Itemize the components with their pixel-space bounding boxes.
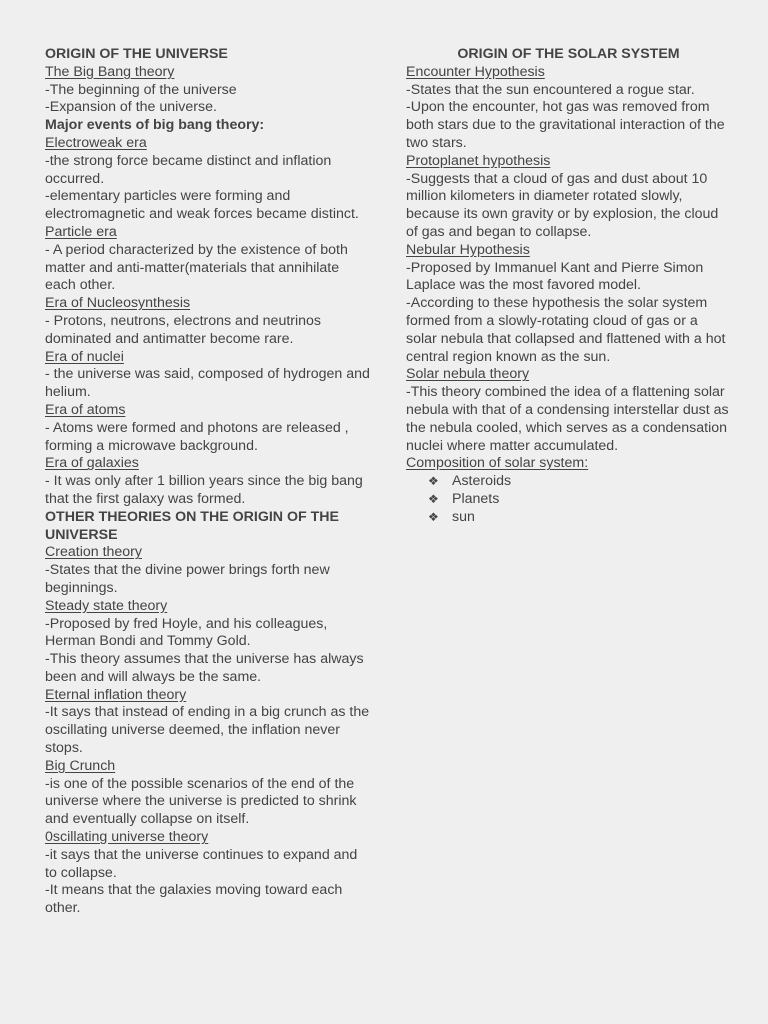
diamond-bullet-icon: ❖ bbox=[428, 491, 439, 506]
theory-heading: 0scillating universe theory bbox=[45, 829, 209, 846]
paragraph: -the strong force became distinct and inflation occurred. bbox=[45, 152, 332, 187]
paragraph: -Expansion of the universe. bbox=[45, 99, 217, 116]
paragraph: -States that the sun encountered a rogue star. bbox=[406, 81, 695, 98]
paragraph: -Upon the encounter, hot gas was removed from both stars due to the gravitational interaction of the two stars. bbox=[406, 99, 725, 151]
theory-heading: Big Crunch bbox=[45, 757, 116, 774]
section-heading: Protoplanet hypothesis bbox=[406, 152, 551, 169]
other-theories-heading: OTHER THEORIES ON THE ORIGIN OF THE UNIVERSE bbox=[45, 508, 340, 543]
era-heading: Era of galaxies bbox=[45, 455, 139, 472]
paragraph: -It says that instead of ending in a big crunch as the oscillating universe deemed, the inflation never stops. bbox=[45, 704, 370, 757]
universe-title: ORIGIN OF THE UNIVERSE bbox=[45, 46, 228, 62]
solar-system-title: ORIGIN OF THE SOLAR SYSTEM bbox=[457, 46, 680, 62]
list-item-label: sun bbox=[452, 508, 475, 525]
era-heading: Particle era bbox=[45, 223, 117, 240]
paragraph: - It was only after 1 billion years since the big bang that the first galaxy was formed. bbox=[45, 473, 363, 507]
paragraph: -elementary particles were forming and electromagnetic and weak forces became distinct. bbox=[45, 188, 359, 223]
section-heading: Nebular Hypothesis bbox=[406, 241, 530, 258]
list-item-label: Planets bbox=[452, 490, 500, 507]
paragraph: -it says that the universe continues to expand and to collapse. bbox=[45, 846, 358, 881]
paragraph: - Atoms were formed and photons are released , forming a microwave background. bbox=[45, 419, 349, 454]
diamond-bullet-icon: ❖ bbox=[428, 474, 439, 489]
paragraph: -is one of the possible scenarios of the end of the universe where the universe is predicted to shrink and eventually collapse on itself. bbox=[45, 775, 357, 828]
paragraph: -Proposed by Immanuel Kant and Pierre Simon Laplace was the most favored model. bbox=[406, 259, 704, 294]
list-item-label: Asteroids bbox=[452, 473, 512, 490]
paragraph: -Suggests that a cloud of gas and dust about 10 million kilometers in diameter rotated slowly, because its own gravity or by explosion, the cloud of gas and began to collapse. bbox=[406, 170, 719, 240]
paragraph: -Proposed by fred Hoyle, and his colleagues, Herman Bondi and Tommy Gold. bbox=[45, 615, 328, 650]
paragraph: -States that the divine power brings forth new beginnings. bbox=[45, 562, 330, 596]
list-item bbox=[428, 509, 731, 527]
section-heading: Solar nebula theory bbox=[406, 366, 530, 383]
theory-heading: Eternal inflation theory bbox=[45, 686, 187, 703]
paragraph: - the universe was said, composed of hydrogen and helium. bbox=[45, 366, 370, 401]
list-item bbox=[428, 473, 731, 491]
era-heading: Era of atoms bbox=[45, 401, 126, 418]
theory-heading: Steady state theory bbox=[45, 597, 168, 614]
paragraph: -It means that the galaxies moving toward each other. bbox=[45, 882, 343, 917]
left-column bbox=[45, 46, 370, 918]
paragraph: - A period characterized by the existence of both matter and anti-matter(materials that annihilate each other. bbox=[45, 241, 348, 294]
list-item bbox=[428, 491, 731, 509]
paragraph: -This theory assumes that the universe has always been and will always be the same. bbox=[45, 651, 364, 685]
big-bang-heading: The Big Bang theory bbox=[45, 63, 175, 80]
era-heading: Era of nuclei bbox=[45, 348, 124, 365]
era-heading: Era of Nucleosynthesis bbox=[45, 295, 191, 312]
right-column bbox=[406, 46, 731, 527]
paragraph: -The beginning of the universe bbox=[45, 81, 237, 98]
theory-heading: Creation theory bbox=[45, 544, 142, 561]
section-heading: Encounter Hypothesis bbox=[406, 63, 545, 80]
paragraph: -According to these hypothesis the solar system formed from a slowly-rotating cloud of gas or a solar nebula that collapsed and flattened with a hot central region known as the sun. bbox=[406, 295, 726, 365]
composition-list bbox=[406, 473, 731, 526]
major-events-heading: Major events of big bang theory: bbox=[45, 117, 265, 134]
paragraph: -This theory combined the idea of a flattening solar nebula with that of a condensing interstellar dust as the nebula cooled, which serves as a condensation nuclei where matter accumulated. bbox=[406, 384, 729, 454]
diamond-bullet-icon: ❖ bbox=[428, 509, 439, 524]
paragraph: - Protons, neutrons, electrons and neutrinos dominated and antimatter become rare. bbox=[45, 312, 322, 347]
era-heading: Electroweak era bbox=[45, 134, 147, 151]
composition-heading: Composition of solar system: bbox=[406, 455, 589, 472]
